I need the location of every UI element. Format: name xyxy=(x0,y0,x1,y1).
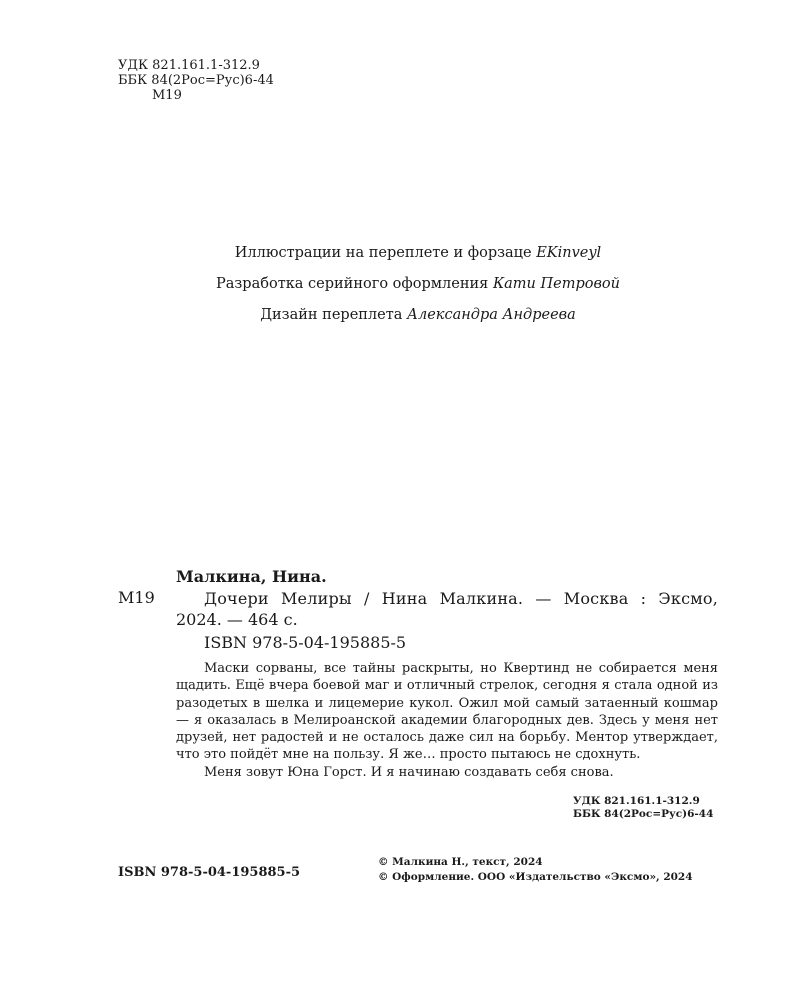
catalog-author: Малкина, Нина. xyxy=(176,567,327,586)
classification-top xyxy=(118,58,274,103)
copyright-design: © Оформление. ООО «Издательство «Эксмо», 2024 xyxy=(378,871,693,883)
credit-series-design xyxy=(0,274,800,305)
annotation-paragraph-1: Маски сорваны, все тайны раскрыты, но Квертинд не собирается меня щадить. Ещё вчера боевой маг и отличный стрелок, сегодня я стала одной из разодетых в шелка и лицемерие кукол. Ожил мой самый затаенный кошмар — я оказалась в Мелироанской академии благородных дев. Здесь у меня нет друзей, нет радостей и не осталось даже сил на борьбу. Ментор утверждает, что это пойдёт мне на пользу. Я же… просто пытаюсь не сдохнуть. xyxy=(176,661,718,763)
catalog-annotation xyxy=(176,660,718,781)
footer-isbn: ISBN 978-5-04-195885-5 xyxy=(118,865,301,880)
credit-illustrations-prefix: Иллюстрации на переплете и форзаце xyxy=(234,245,532,261)
copyright-text: © Малкина Н., текст, 2024 xyxy=(378,856,543,868)
copyright-block xyxy=(378,855,693,885)
credit-cover-design-name: Александра Андреева xyxy=(407,307,576,323)
catalog-classification xyxy=(573,795,713,821)
udk-code: УДК 821.161.1-312.9 xyxy=(118,58,260,73)
credit-series-design-prefix: Разработка серийного оформления xyxy=(216,276,489,292)
credit-illustrations xyxy=(0,243,800,274)
credit-cover-design-prefix: Дизайн переплета xyxy=(260,307,403,323)
credit-series-design-name: Кати Петровой xyxy=(492,276,620,292)
credit-illustrations-name: EKinveyl xyxy=(536,245,602,261)
credit-cover-design xyxy=(0,305,800,336)
catalog-bbk: ББК 84(2Рос=Рус)6-44 xyxy=(573,808,714,820)
biblio-line-2: 2024. — 464 с. xyxy=(176,610,298,629)
bbk-code: ББК 84(2Рос=Рус)6-44 xyxy=(118,73,274,88)
catalog-udk: УДК 821.161.1-312.9 xyxy=(573,795,700,807)
annotation-paragraph-2: Меня зовут Юна Горст. И я начинаю создавать себя снова. xyxy=(204,764,614,780)
biblio-line-1: Дочери Мелиры / Нина Малкина. — Москва : Эксмо, xyxy=(204,589,718,608)
catalog-code: М19 xyxy=(118,588,155,607)
catalog-bibliographic-record xyxy=(176,588,718,630)
author-sign: М19 xyxy=(152,88,182,103)
credits xyxy=(0,243,800,336)
catalog-isbn: ISBN 978-5-04-195885-5 xyxy=(204,633,407,652)
